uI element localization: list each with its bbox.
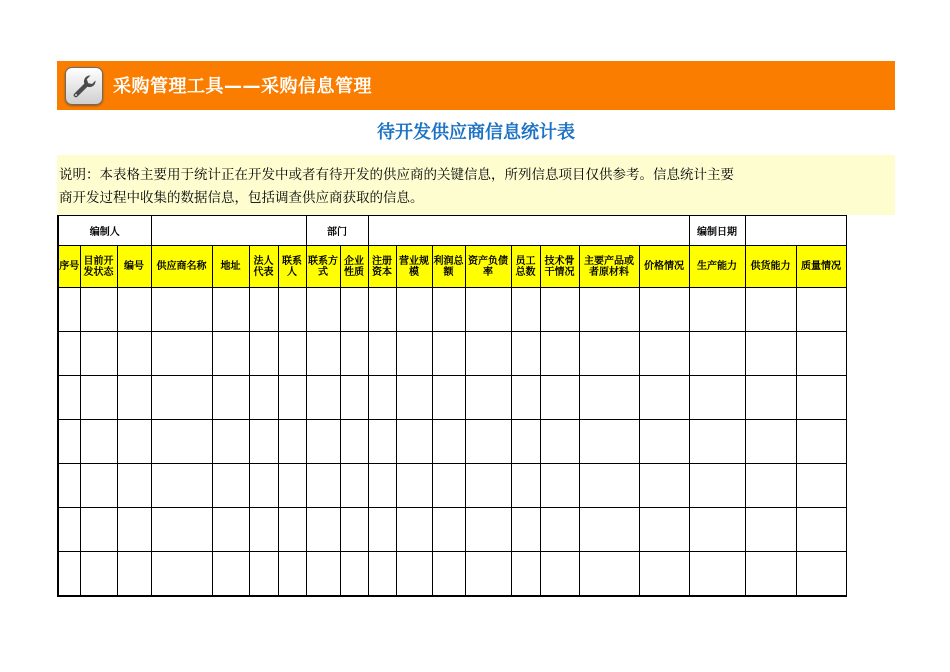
table-cell[interactable]: [58, 332, 80, 376]
table-row: [58, 508, 846, 552]
table-cell[interactable]: [745, 420, 796, 464]
document-title: 待开发供应商信息统计表: [377, 122, 575, 143]
column-header: 技术骨干情况: [540, 246, 579, 288]
table-cell[interactable]: [340, 376, 368, 420]
table-cell[interactable]: [212, 376, 249, 420]
column-header: 供货能力: [745, 246, 796, 288]
table-cell[interactable]: [340, 288, 368, 332]
table-cell[interactable]: [368, 332, 396, 376]
table-cell[interactable]: [368, 552, 396, 597]
wrench-icon: [65, 67, 103, 105]
table-cell[interactable]: [540, 552, 579, 597]
table-cell[interactable]: [465, 508, 511, 552]
table-cell[interactable]: [432, 464, 465, 508]
table-cell[interactable]: [58, 376, 80, 420]
column-header: 序号: [58, 246, 80, 288]
table-cell[interactable]: [340, 552, 368, 597]
column-header: 企业性质: [340, 246, 368, 288]
table-cell[interactable]: [432, 332, 465, 376]
table-cell[interactable]: [689, 288, 745, 332]
table-cell[interactable]: [58, 288, 80, 332]
table-cell[interactable]: [579, 420, 639, 464]
table-cell[interactable]: [212, 288, 249, 332]
table-cell[interactable]: [689, 376, 745, 420]
table-cell[interactable]: [249, 288, 278, 332]
table-cell[interactable]: [306, 288, 340, 332]
table-cell[interactable]: [306, 552, 340, 597]
table-cell[interactable]: [579, 288, 639, 332]
table-cell[interactable]: [306, 420, 340, 464]
table-cell[interactable]: [151, 332, 212, 376]
table-cell[interactable]: [579, 376, 639, 420]
date-value[interactable]: [745, 216, 846, 246]
note-line-2: 商开发过程中收集的数据信息，包括调查供应商获取的信息。: [59, 190, 424, 206]
banner-title: 采购管理工具——采购信息管理: [113, 76, 372, 97]
table-cell[interactable]: [796, 464, 846, 508]
table-cell[interactable]: [306, 376, 340, 420]
table-cell[interactable]: [796, 332, 846, 376]
table-cell[interactable]: [745, 332, 796, 376]
table-cell[interactable]: [639, 508, 689, 552]
column-header: 营业规模: [396, 246, 432, 288]
column-header: 生产能力: [689, 246, 745, 288]
table-cell[interactable]: [465, 288, 511, 332]
column-header: 联系人: [278, 246, 306, 288]
table-cell[interactable]: [796, 552, 846, 597]
table-cell[interactable]: [117, 376, 151, 420]
table-cell[interactable]: [796, 288, 846, 332]
table-cell[interactable]: [689, 552, 745, 597]
table-row: [58, 332, 846, 376]
table-cell[interactable]: [432, 420, 465, 464]
table-cell[interactable]: [796, 420, 846, 464]
table-cell[interactable]: [340, 332, 368, 376]
table-row: [58, 376, 846, 420]
table-cell[interactable]: [340, 508, 368, 552]
department-label: 部门: [306, 216, 368, 246]
table-row: [58, 420, 846, 464]
table-cell[interactable]: [540, 376, 579, 420]
table-cell[interactable]: [80, 552, 117, 597]
table-cell[interactable]: [368, 376, 396, 420]
table-cell[interactable]: [278, 508, 306, 552]
table-cell[interactable]: [368, 420, 396, 464]
column-header: 地址: [212, 246, 249, 288]
table-cell[interactable]: [511, 420, 540, 464]
table-cell[interactable]: [80, 332, 117, 376]
table-cell[interactable]: [689, 332, 745, 376]
table-cell[interactable]: [639, 420, 689, 464]
table-cell[interactable]: [639, 332, 689, 376]
table-cell[interactable]: [117, 288, 151, 332]
table-cell[interactable]: [368, 288, 396, 332]
table-cell[interactable]: [689, 420, 745, 464]
table-cell[interactable]: [511, 288, 540, 332]
table-row: [58, 288, 846, 332]
table-cell[interactable]: [511, 508, 540, 552]
table-cell[interactable]: [80, 420, 117, 464]
table-cell[interactable]: [249, 332, 278, 376]
table-cell[interactable]: [278, 332, 306, 376]
table-cell[interactable]: [639, 552, 689, 597]
compiler-value[interactable]: [151, 216, 306, 246]
table-cell[interactable]: [117, 332, 151, 376]
table-cell[interactable]: [465, 552, 511, 597]
table-cell[interactable]: [212, 464, 249, 508]
table-cell[interactable]: [689, 464, 745, 508]
column-header: 员工总数: [511, 246, 540, 288]
table-cell[interactable]: [745, 508, 796, 552]
column-header: 主要产品或者原材料: [579, 246, 639, 288]
column-header: 目前开发状态: [80, 246, 117, 288]
table-cell[interactable]: [212, 332, 249, 376]
table-cell[interactable]: [579, 508, 639, 552]
table-cell[interactable]: [306, 508, 340, 552]
table-cell[interactable]: [249, 508, 278, 552]
column-header: 注册资本: [368, 246, 396, 288]
table-cell[interactable]: [796, 508, 846, 552]
table-cell[interactable]: [80, 508, 117, 552]
table-cell[interactable]: [249, 420, 278, 464]
table-cell[interactable]: [465, 464, 511, 508]
table-cell[interactable]: [745, 288, 796, 332]
date-label: 编制日期: [689, 216, 745, 246]
table-cell[interactable]: [117, 420, 151, 464]
table-cell[interactable]: [58, 464, 80, 508]
table-cell[interactable]: [80, 376, 117, 420]
table-cell[interactable]: [151, 464, 212, 508]
table-cell[interactable]: [639, 288, 689, 332]
table-cell[interactable]: [511, 332, 540, 376]
column-header: 质量情况: [796, 246, 846, 288]
table-cell[interactable]: [249, 552, 278, 597]
table-cell[interactable]: [639, 464, 689, 508]
column-header: 资产负债率: [465, 246, 511, 288]
table-cell[interactable]: [306, 464, 340, 508]
table-cell[interactable]: [396, 508, 432, 552]
table-cell[interactable]: [465, 420, 511, 464]
table-cell[interactable]: [579, 552, 639, 597]
table-cell[interactable]: [396, 288, 432, 332]
table-cell[interactable]: [796, 376, 846, 420]
table-cell[interactable]: [639, 376, 689, 420]
table-cell[interactable]: [579, 464, 639, 508]
table-cell[interactable]: [396, 464, 432, 508]
table-cell[interactable]: [368, 464, 396, 508]
table-cell[interactable]: [465, 332, 511, 376]
table-cell[interactable]: [540, 464, 579, 508]
table-cell[interactable]: [396, 332, 432, 376]
table-cell[interactable]: [745, 464, 796, 508]
table-cell[interactable]: [540, 508, 579, 552]
table-cell[interactable]: [212, 508, 249, 552]
table-cell[interactable]: [432, 508, 465, 552]
table-cell[interactable]: [511, 376, 540, 420]
meta-row: [58, 216, 846, 246]
table-cell[interactable]: [151, 376, 212, 420]
table-cell[interactable]: [278, 420, 306, 464]
table-cell[interactable]: [212, 552, 249, 597]
compiler-label: 编制人: [58, 216, 151, 246]
table-cell[interactable]: [80, 288, 117, 332]
table-cell[interactable]: [151, 552, 212, 597]
table-row: [58, 464, 846, 508]
table-cell[interactable]: [80, 464, 117, 508]
table-cell[interactable]: [540, 288, 579, 332]
table-cell[interactable]: [396, 420, 432, 464]
table-cell[interactable]: [117, 464, 151, 508]
header-row: [58, 246, 846, 288]
table-cell[interactable]: [745, 552, 796, 597]
table-cell[interactable]: [151, 508, 212, 552]
table-cell[interactable]: [579, 332, 639, 376]
table-cell[interactable]: [117, 508, 151, 552]
table-cell[interactable]: [151, 420, 212, 464]
table-cell[interactable]: [58, 420, 80, 464]
table-cell[interactable]: [278, 552, 306, 597]
table-cell[interactable]: [58, 508, 80, 552]
table-cell[interactable]: [58, 552, 80, 597]
table-cell[interactable]: [511, 464, 540, 508]
column-header: 供应商名称: [151, 246, 212, 288]
table-row: [58, 552, 846, 597]
table-cell[interactable]: [432, 376, 465, 420]
title-banner: [57, 61, 895, 110]
table-cell[interactable]: [465, 376, 511, 420]
table-cell[interactable]: [278, 464, 306, 508]
table-cell[interactable]: [540, 332, 579, 376]
column-header: 价格情况: [639, 246, 689, 288]
supplier-table: [57, 215, 847, 597]
table-cell[interactable]: [745, 376, 796, 420]
table-cell[interactable]: [212, 420, 249, 464]
note-line-1: 说明：本表格主要用于统计正在开发中或者有待开发的供应商的关键信息，所列信息项目仅供参考。信息统计主要: [59, 167, 734, 183]
table-cell[interactable]: [396, 376, 432, 420]
column-header: 法人代表: [249, 246, 278, 288]
table-cell[interactable]: [340, 464, 368, 508]
column-header: 联系方式: [306, 246, 340, 288]
table-cell[interactable]: [368, 508, 396, 552]
table-cell[interactable]: [306, 332, 340, 376]
department-value[interactable]: [368, 216, 689, 246]
table-cell[interactable]: [249, 464, 278, 508]
column-header: 编号: [117, 246, 151, 288]
table-cell[interactable]: [340, 420, 368, 464]
table-cell[interactable]: [689, 508, 745, 552]
table-cell[interactable]: [278, 288, 306, 332]
description-note: [57, 155, 895, 215]
table-cell[interactable]: [511, 552, 540, 597]
table-cell[interactable]: [278, 376, 306, 420]
table-cell[interactable]: [396, 552, 432, 597]
table-cell[interactable]: [249, 376, 278, 420]
table-cell[interactable]: [151, 288, 212, 332]
column-header: 利润总额: [432, 246, 465, 288]
table-cell[interactable]: [117, 552, 151, 597]
table-cell[interactable]: [540, 420, 579, 464]
table-cell[interactable]: [432, 552, 465, 597]
table-cell[interactable]: [432, 288, 465, 332]
